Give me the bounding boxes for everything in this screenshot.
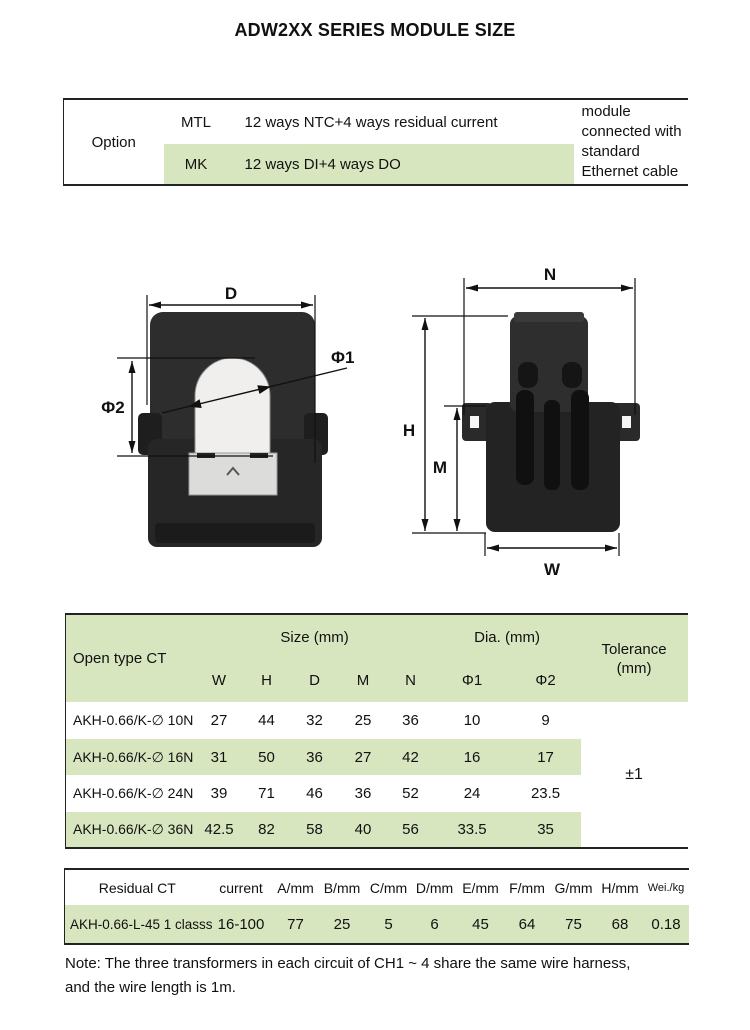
col-header-m: M: [339, 659, 388, 702]
col-header-n: N: [388, 659, 434, 702]
size-value-cell: 40: [339, 812, 388, 848]
dim-value-cell: 45: [458, 905, 504, 944]
size-value-cell: 32: [306, 712, 323, 729]
size-value-cell: 36: [402, 712, 419, 729]
open-ct-table: [65, 613, 688, 849]
dim-value-cell: 64: [504, 905, 551, 944]
size-value-cell: 82: [243, 812, 291, 848]
size-value-cell: 50: [243, 739, 291, 775]
dia-value-cell: 10: [463, 712, 481, 729]
residual-ct-table: [64, 868, 689, 945]
col-header-c: C/mm: [369, 879, 408, 896]
dim-value-cell: 25: [319, 905, 366, 944]
model-cell: AKH-0.66/K-∅ 16N: [66, 739, 196, 775]
col-header-weight: Wei./kg: [647, 881, 685, 894]
dim-value-cell: 5: [366, 905, 412, 944]
footnote-line2: and the wire length is 1m.: [65, 979, 236, 996]
ct-side-illustration: [462, 312, 640, 532]
tolerance-header: [581, 614, 688, 702]
col-header-w: W: [196, 659, 243, 702]
model-cell: AKH-0.66/K-∅ 36N: [66, 812, 196, 848]
option-desc-mtl: 12 ways NTC+4 ways residual current: [244, 113, 498, 131]
col-header-g: G/mm: [554, 879, 593, 896]
model-cell: AKH-0.66/K-∅ 10N: [73, 712, 194, 728]
size-value-cell: 71: [258, 785, 275, 802]
current-value-cell: 16-100: [210, 905, 273, 944]
ct-side-view-diagram: [400, 250, 670, 585]
dim-label-m: M: [432, 458, 448, 477]
page-title: ADW2XX SERIES MODULE SIZE: [234, 20, 516, 40]
option-label-cell: Option: [91, 133, 136, 151]
col-header-h: H: [243, 659, 291, 702]
dim-label-d: D: [224, 284, 238, 303]
footnote: [65, 952, 685, 1000]
option-table: [63, 98, 688, 186]
dia-value-cell: 9: [541, 712, 550, 729]
size-value-cell: 36: [354, 785, 372, 802]
weight-value-cell: 0.18: [644, 905, 689, 944]
size-value-cell: 27: [339, 739, 388, 775]
table-row: [65, 869, 689, 905]
dim-value-cell: 75: [551, 905, 597, 944]
ct-front-view-diagram: [85, 225, 420, 555]
col-header-phi1: Φ1: [434, 659, 511, 702]
col-header-e: E/mm: [462, 879, 499, 896]
size-value-cell: 56: [388, 812, 434, 848]
dim-value-cell: 6: [412, 905, 458, 944]
table-row: [65, 905, 689, 944]
size-value-cell: 27: [210, 712, 228, 729]
dia-value-cell: 35: [511, 812, 581, 848]
option-side-note: module connected with standard Ethernet cable: [581, 103, 682, 180]
dim-label-w: W: [543, 560, 561, 579]
table-row: [66, 702, 688, 739]
size-group-header: Size (mm): [196, 614, 434, 659]
dia-value-cell: 33.5: [434, 812, 511, 848]
col-header-h: H/mm: [601, 879, 639, 896]
dim-label-phi2: Φ2: [101, 398, 125, 417]
dia-value-cell: 16: [434, 739, 511, 775]
option-code-mk: MK: [164, 144, 229, 185]
col-header-b: B/mm: [323, 879, 361, 896]
option-desc-mk: 12 ways DI+4 ways DO: [229, 144, 574, 185]
col-header-d: D/mm: [415, 879, 454, 896]
dia-group-header: Dia. (mm): [434, 614, 581, 659]
option-code-mtl: MTL: [181, 113, 211, 131]
ct-front-illustration: [138, 312, 328, 547]
size-value-cell: 42.5: [196, 812, 243, 848]
dim-label-h: H: [402, 421, 416, 440]
tolerance-header-line1: Tolerance: [601, 640, 667, 658]
open-ct-corner-label: Open type CT: [66, 614, 196, 702]
dim-label-n: N: [543, 265, 557, 284]
size-value-cell: 42: [388, 739, 434, 775]
residual-ct-header: Residual CT: [98, 879, 176, 896]
footnote-line1: Note: The three transformers in each circuit of CH1 ~ 4 share the same wire harness,: [65, 955, 631, 972]
dia-value-cell: 17: [511, 739, 581, 775]
residual-model-cell: AKH-0.66-L-45 1 classs: [65, 905, 210, 944]
col-header-d: D: [291, 659, 339, 702]
size-value-cell: 39: [210, 785, 228, 802]
tolerance-header-line2: (mm): [616, 659, 652, 677]
tolerance-value-cell: ±1: [625, 765, 643, 783]
size-value-cell: 31: [196, 739, 243, 775]
dim-value-cell: 77: [273, 905, 319, 944]
model-cell: AKH-0.66/K-∅ 24N: [73, 785, 194, 801]
dia-value-cell: 24: [463, 785, 481, 802]
size-value-cell: 36: [291, 739, 339, 775]
size-value-cell: 44: [258, 712, 275, 729]
dim-value-cell: 68: [597, 905, 644, 944]
col-header-f: F/mm: [509, 879, 545, 896]
size-value-cell: 25: [354, 712, 372, 729]
col-header-a: A/mm: [277, 879, 314, 896]
current-header: current: [219, 879, 263, 896]
col-header-phi2: Φ2: [511, 659, 581, 702]
size-value-cell: 46: [306, 785, 323, 802]
size-value-cell: 52: [402, 785, 419, 802]
dim-label-phi1: Φ1: [331, 348, 355, 367]
size-value-cell: 58: [291, 812, 339, 848]
dia-value-cell: 23.5: [530, 785, 561, 802]
